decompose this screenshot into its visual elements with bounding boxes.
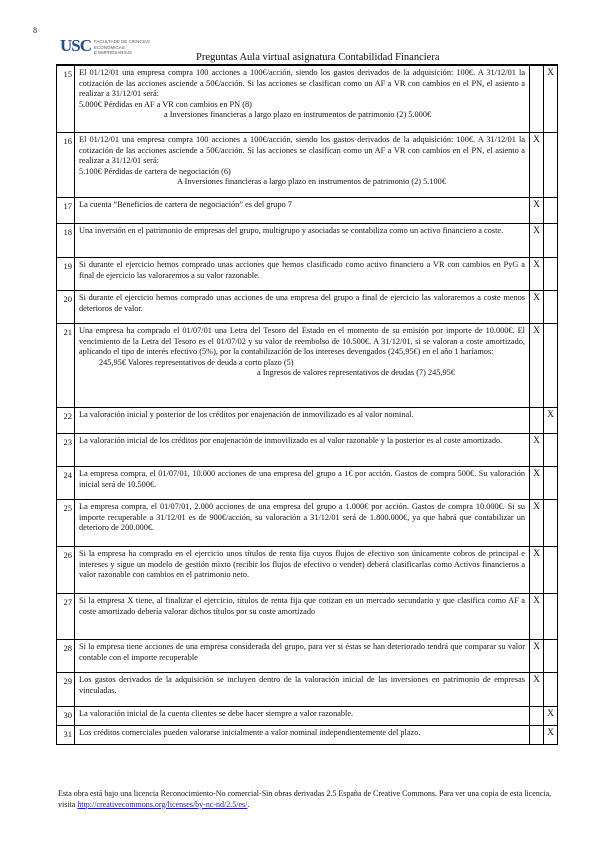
question-text xyxy=(75,594,530,640)
question-number: 16 xyxy=(57,133,75,198)
question-number: 22 xyxy=(57,408,75,434)
question-number: 18 xyxy=(57,224,75,258)
page-header-title: Preguntas Aula virtual asignatura Contabilidad Financiera xyxy=(196,52,440,63)
question-text xyxy=(75,198,530,224)
question-row xyxy=(57,324,558,408)
question-row xyxy=(57,467,558,500)
logo-org-name: FACULTADE DE CIENCIAS ECONÓMICAS E EMPRESARIAIS xyxy=(94,39,150,55)
false-answer-mark xyxy=(544,467,558,500)
question-statement: El 01/12/01 una empresa compra 100 acciones a 100€/acción, siendo los gastos derivados de la adquisición: 100€. A 31/12/01 la cotización de las acciones asciende a 50€/acción. Si las acciones se clasifican como un AF a VR con cambios en el PN, el asiento a realizar a 31/12/01 será: xyxy=(79,68,525,99)
false-answer-mark: X xyxy=(544,707,558,726)
question-text xyxy=(75,133,530,198)
question-number: 31 xyxy=(57,726,75,745)
question-row xyxy=(57,726,558,745)
question-text xyxy=(75,66,530,133)
question-number: 25 xyxy=(57,500,75,547)
question-text xyxy=(75,500,530,547)
true-answer-mark: X xyxy=(530,594,544,640)
question-statement: Los gastos derivados de la adquisición se incluyen dentro de la valoración inicial de las inversiones en patrimonio de empresas vinculadas. xyxy=(79,675,525,695)
true-answer-mark: X xyxy=(530,434,544,467)
question-text xyxy=(75,547,530,594)
license-link[interactable]: http://creativecommons.org/licenses/by-nc-nd/2.5/es/ xyxy=(77,799,248,809)
question-row xyxy=(57,133,558,198)
question-text xyxy=(75,726,530,745)
false-answer-mark xyxy=(544,324,558,408)
question-statement: La empresa compra, el 01/07/01, 2.000 acciones de una empresa del grupo a 1.000€ por acción. Gastos de compra 10.000€. Si su importe recuperable a 31/12/01 es de 900€/acción, su valoración a 31/12/01 será de 1.800.000€, ya que habrá que contabilizar un deterioro de 200.000€. xyxy=(79,502,525,533)
true-answer-mark: X xyxy=(530,640,544,673)
question-text xyxy=(75,224,530,258)
question-row xyxy=(57,198,558,224)
journal-entry-line: A Inversiones financieras a largo plazo en instrumentos de patrimonio (2) 5.100€ xyxy=(177,177,446,187)
question-number: 21 xyxy=(57,324,75,408)
license-footer: Esta obra está bajo una licencia Reconocimiento-No comercial-Sin obras derivadas 2.5 España de Creative Commons. Para ver una copia de esta licencia, visita http://creativecommons.org/licenses/by-nc-nd/2.5/es/. xyxy=(58,789,552,809)
question-row xyxy=(57,640,558,673)
question-number: 19 xyxy=(57,258,75,291)
question-row xyxy=(57,500,558,547)
journal-entry-line: 5.100€ Pérdidas de cartera de negociación (6) xyxy=(79,166,231,176)
question-number: 17 xyxy=(57,198,75,224)
question-row xyxy=(57,594,558,640)
license-text: Esta obra está bajo una licencia Reconocimiento-No comercial-Sin obras derivadas 2.5 España de Creative Commons. Para ver una copia de esta licencia, visita xyxy=(58,789,552,809)
false-answer-mark xyxy=(544,547,558,594)
question-number: 24 xyxy=(57,467,75,500)
question-row xyxy=(57,707,558,726)
question-statement: Los créditos comerciales pueden valorarse inicialmente a valor nominal independientemente del plazo. xyxy=(79,728,421,737)
question-row xyxy=(57,258,558,291)
journal-entry-line: 245,95€ Valores representativos de deuda a corto plazo (5) xyxy=(99,357,294,367)
true-answer-mark: X xyxy=(530,547,544,594)
true-answer-mark: X xyxy=(530,673,544,707)
false-answer-mark xyxy=(544,434,558,467)
question-statement: La cuenta “Beneficios de cartera de negociación” es del grupo 7 xyxy=(79,200,292,209)
true-answer-mark: X xyxy=(530,324,544,408)
question-statement: La empresa compra, el 01/07/01, 10.000 acciones de una empresa del grupo a 1€ por acción. Gastos de compra 500€. Su valoración inicial será de 10.500€. xyxy=(79,469,525,489)
question-text xyxy=(75,707,530,726)
question-number: 27 xyxy=(57,594,75,640)
question-number: 20 xyxy=(57,291,75,324)
false-answer-mark xyxy=(544,594,558,640)
true-answer-mark xyxy=(530,726,544,745)
question-statement: La valoración inicial y posterior de los créditos por enajenación de inmovilizado es al valor nominal. xyxy=(79,410,414,419)
question-row xyxy=(57,434,558,467)
logo-mark: USC xyxy=(60,36,92,55)
true-answer-mark xyxy=(530,408,544,434)
university-logo xyxy=(60,36,160,56)
journal-entry-line: 5.000€ Pérdidas en AF a VR con cambios en PN (8) xyxy=(79,99,252,109)
true-answer-mark: X xyxy=(530,224,544,258)
question-text xyxy=(75,434,530,467)
question-row xyxy=(57,673,558,707)
false-answer-mark xyxy=(544,291,558,324)
question-row xyxy=(57,66,558,133)
question-text xyxy=(75,258,530,291)
question-row xyxy=(57,547,558,594)
false-answer-mark: X xyxy=(544,66,558,133)
question-statement: La valoración inicial de la cuenta clientes se debe hacer siempre a valor razonable. xyxy=(79,709,354,718)
question-statement: Una empresa ha comprado el 01/07/01 una Letra del Tesoro del Estado en el momento de su emisión por importe de 10.000€. El vencimiento de la Letra del Tesoro es el 01/07/02 y su valor de reembolso de 10.500€. A 31/12/01, si se valoran a coste amortizado, aplicando el tipo de interés efectivo (5%), por la contabilización de los intereses devengados (245,95€) en el año 1 haríamos: xyxy=(79,326,525,357)
question-text xyxy=(75,291,530,324)
question-text xyxy=(75,408,530,434)
true-answer-mark: X xyxy=(530,291,544,324)
false-answer-mark: X xyxy=(544,408,558,434)
question-number: 23 xyxy=(57,434,75,467)
page-number: 8 xyxy=(33,26,37,35)
journal-entry-line: a Inversiones financieras a largo plazo en instrumentos de patrimonio (2) 5.000€ xyxy=(164,110,432,120)
question-statement: Una inversión en el patrimonio de empresas del grupo, multigrupo y asociadas se contabiliza como un activo financiero a coste. xyxy=(79,226,504,235)
question-number: 15 xyxy=(57,66,75,133)
question-text xyxy=(75,640,530,673)
false-answer-mark xyxy=(544,198,558,224)
question-number: 28 xyxy=(57,640,75,673)
question-number: 26 xyxy=(57,547,75,594)
false-answer-mark: X xyxy=(544,726,558,745)
true-answer-mark xyxy=(530,707,544,726)
question-text xyxy=(75,673,530,707)
false-answer-mark xyxy=(544,500,558,547)
false-answer-mark xyxy=(544,133,558,198)
question-row xyxy=(57,291,558,324)
true-answer-mark: X xyxy=(530,500,544,547)
false-answer-mark xyxy=(544,673,558,707)
question-number: 29 xyxy=(57,673,75,707)
question-statement: La valoración inicial de los créditos por enajenación de inmovilizado es al valor razonable y la posterior es al coste amortizado. xyxy=(79,436,503,445)
true-answer-mark: X xyxy=(530,467,544,500)
journal-entry-line: a Ingresos de valores representativos de deudas (7) 245,95€ xyxy=(257,368,455,378)
true-answer-mark xyxy=(530,66,544,133)
question-statement: El 01/12/01 una empresa compra 100 acciones a 100€/acción, siendo los gastos derivados de la adquisición: 100€. A 31/12/01 la cotización de las acciones asciende a 50€/acción. Si las acciones se clasifican como un AF a VR con cambios en el PN, el asiento a realizar a 31/12/01 será: xyxy=(79,135,525,166)
question-text xyxy=(75,324,530,408)
true-answer-mark: X xyxy=(530,133,544,198)
question-statement: Si durante el ejercicio hemos comprado unas acciones de una empresa del grupo a final de ejercicio las valoraremos a coste menos deterioros de valor. xyxy=(79,293,525,313)
question-row xyxy=(57,408,558,434)
question-text xyxy=(75,467,530,500)
question-row xyxy=(57,224,558,258)
false-answer-mark xyxy=(544,640,558,673)
question-statement: Si la empresa tiene acciones de una empresa considerada del grupo, para ver si éstas se han deteriorado tendrá que comparar su valor contable con el importe recuperable xyxy=(79,642,525,662)
question-number: 30 xyxy=(57,707,75,726)
true-answer-mark: X xyxy=(530,258,544,291)
false-answer-mark xyxy=(544,258,558,291)
question-statement: Si durante el ejercicio hemos comprado unas acciones que hemos clasificado como activo financiero a VR con cambios en PyG a final de ejercicio las valoraremos a su valor razonable. xyxy=(79,260,525,280)
questions-table xyxy=(56,65,558,745)
true-answer-mark: X xyxy=(530,198,544,224)
question-statement: Si la empresa X tiene, al finalizar el ejercicio, títulos de renta fija que cotizan en un mercado secundario y que clasifica como AF a coste amortizado debería valorar dichos títulos por su coste amortizado xyxy=(79,596,525,616)
false-answer-mark xyxy=(544,224,558,258)
question-statement: Si la empresa ha comprado en el ejercicio unos títulos de renta fija cuyos flujos de efectivo son únicamente cobros de principal e intereses y sigue un modelo de gestión mixto (recibir los flujos de efectivo o vender) deberá clasificarlas como Activos financieros a valor razonable con cambios en el patrimonio neto. xyxy=(79,549,525,580)
